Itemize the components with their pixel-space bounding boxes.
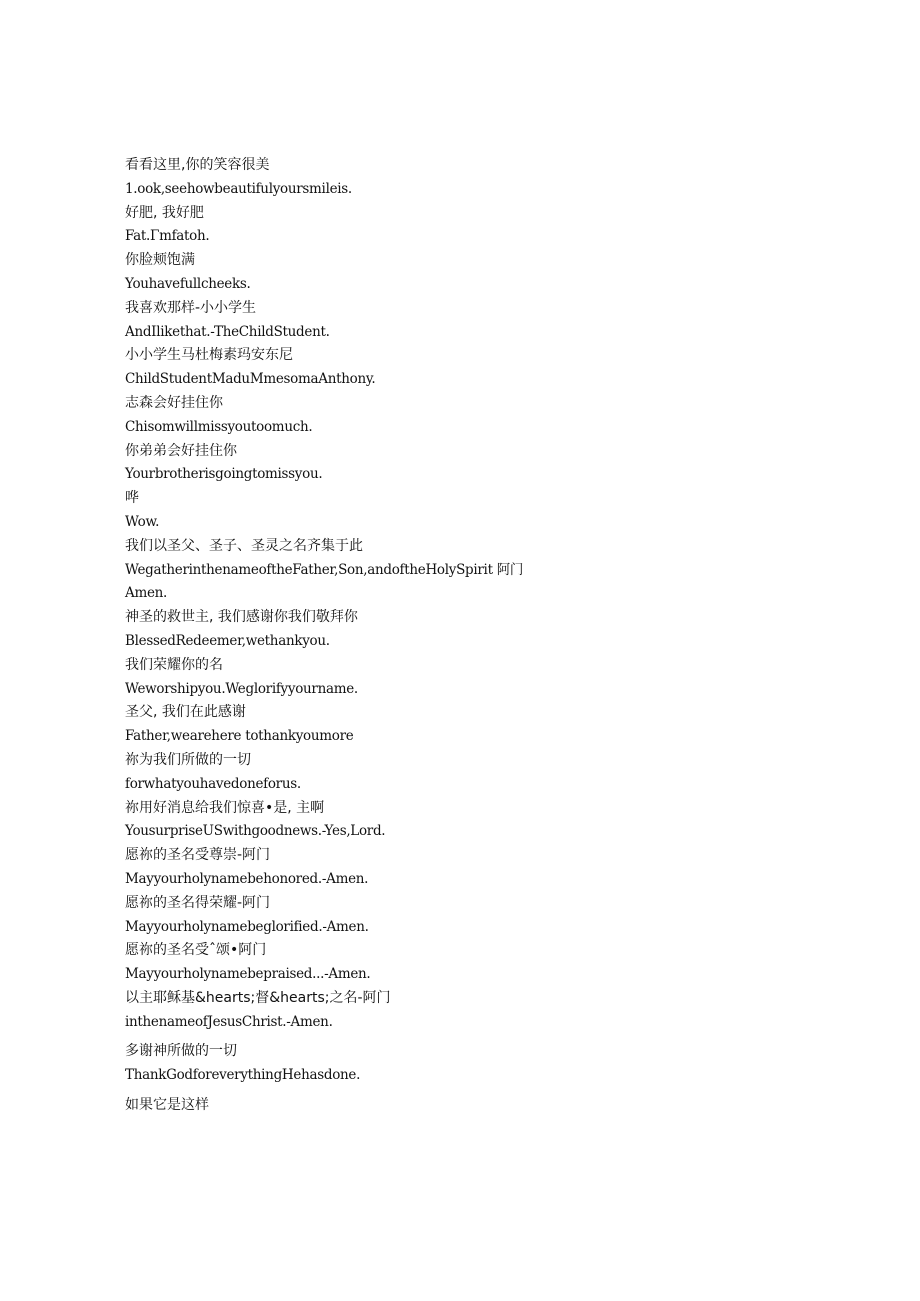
transcript-line-zh: 祢为我们所做的一切 <box>125 751 251 768</box>
transcript-line-zh: 我喜欢那样-小小学生 <box>125 299 257 316</box>
transcript-line-en: Wow. <box>125 513 160 530</box>
transcript-line-en: BlessedRedeemer,wethankyou. <box>125 632 330 649</box>
transcript-line-zh: 好肥, 我好肥 <box>125 204 204 221</box>
transcript-line-zh: 神圣的救世主, 我们感谢你我们敬拜你 <box>125 609 358 626</box>
transcript-line-en: Father,wearehere tothankyoumore <box>125 728 354 745</box>
transcript-line-en: Youhavefullcheeks. <box>125 275 251 292</box>
transcript-line-zh: 愿祢的圣名得荣耀-阿门 <box>125 894 271 911</box>
transcript-line-zh: 圣父, 我们在此感谢 <box>125 704 246 721</box>
transcript-line-en: WegatherinthenameoftheFather,Son,andoftheHolySpirit 阿门 <box>125 561 524 578</box>
transcript-line-en: Weworshipyou.Weglorifyyourname. <box>125 680 358 697</box>
transcript-line-en: Amen. <box>125 585 168 602</box>
transcript-line-zh: 看看这里,你的笑容很美 <box>125 157 270 173</box>
transcript-line-en: Mayyourholynamebeglorified.-Amen. <box>125 918 369 935</box>
transcript-line-en: YousurpriseUSwithgoodnews.-Yes,Lord. <box>125 823 386 840</box>
transcript-line-zh: 愿祢的圣名受ˆ颂•阿门 <box>125 942 267 959</box>
transcript-line-zh: 志森会好挂住你 <box>125 394 223 411</box>
transcript-line-zh: 你弟弟会好挂住你 <box>125 442 237 459</box>
transcript-line-en: Mayyourholynamebepraised...-Amen. <box>125 966 371 983</box>
transcript-line-en: Fat.Γmfatoh. <box>125 228 210 245</box>
transcript-line-zh: 我们荣耀你的名 <box>125 656 223 673</box>
transcript-line-zh: 哗 <box>125 490 139 507</box>
transcript-line-zh: 祢用好消息给我们惊喜•是, 主啊 <box>125 799 325 816</box>
transcript-line-zh: 小小学生马杜梅素玛安东尼 <box>125 347 293 364</box>
transcript-line-en: ChildStudentMaduMmesomaAnthony. <box>125 371 376 388</box>
transcript-line-en: Mayyourholynamebehonored.-Amen. <box>125 870 369 887</box>
transcript-line-zh: 愿祢的圣名受尊崇-阿门 <box>125 847 271 864</box>
transcript-body <box>125 154 825 1118</box>
transcript-line-zh: 多谢神所做的一切 <box>125 1043 237 1060</box>
transcript-line-en: forwhatyouhavedoneforus. <box>125 775 301 792</box>
transcript-line-zh: 你脸颊饱满 <box>125 252 195 269</box>
transcript-line-en: ThankGodforeverythingHehasdone. <box>125 1067 361 1084</box>
transcript-line-zh: 我们以圣父、圣子、圣灵之名齐集于此 <box>125 537 363 554</box>
transcript-line-en: 1.ook,seehowbeautifulyoursmileis. <box>125 180 352 197</box>
transcript-line-en: Yourbrotherisgoingtomissyou. <box>125 466 323 483</box>
transcript-line-zh: 如果它是这样 <box>125 1097 209 1114</box>
transcript-line-en: Chisomwillmissyoutoomuch. <box>125 418 313 435</box>
transcript-line-en: inthenameofJesusChrist.-Amen. <box>125 1013 333 1030</box>
transcript-line-en: AndIlikethat.-TheChildStudent. <box>125 323 330 340</box>
transcript-line-zh: 以主耶稣基&hearts;督&hearts;之名-阿门 <box>125 989 391 1006</box>
